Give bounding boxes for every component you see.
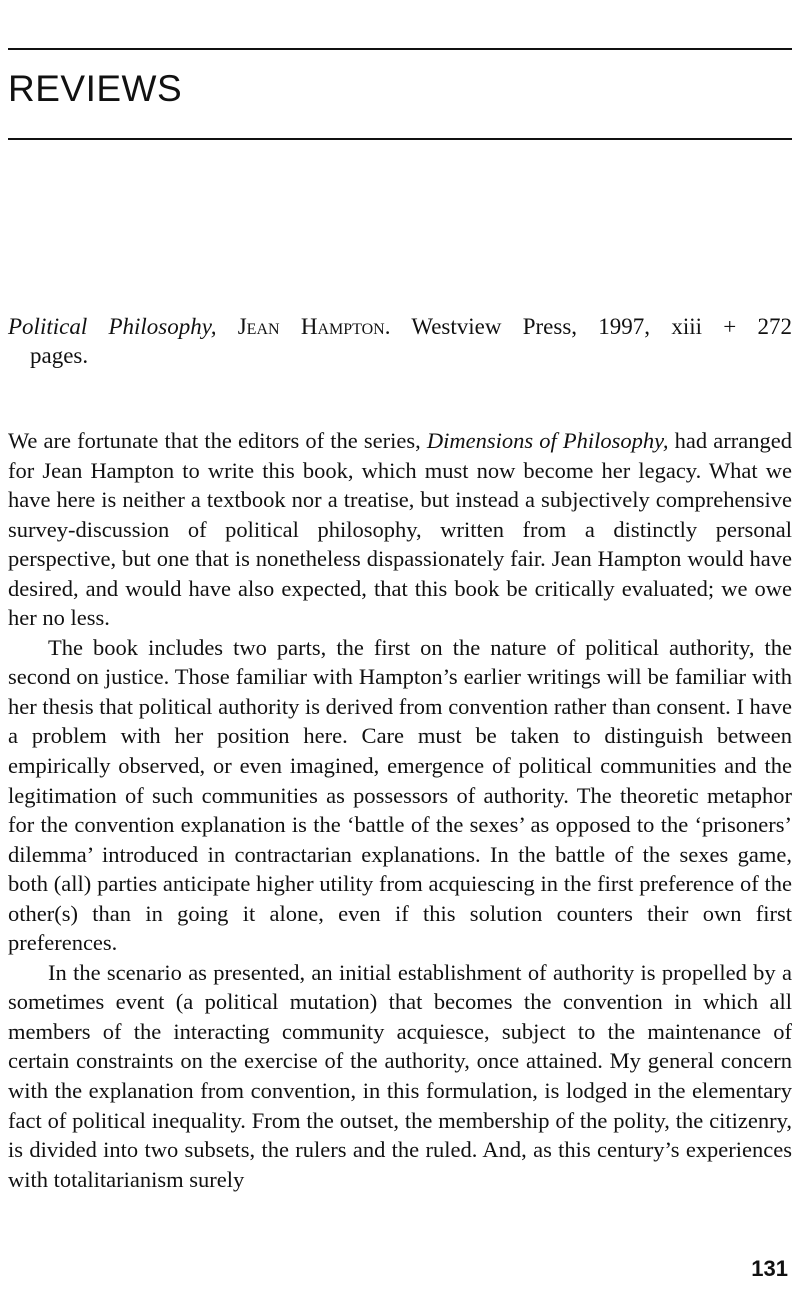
top-rule <box>8 48 792 50</box>
book-citation <box>8 312 792 341</box>
book-author: Jean Hampton <box>237 314 385 339</box>
bottom-rule <box>8 138 792 140</box>
paragraph-2: The book includes two parts, the first on the nature of political authority, the second on justice. Those familiar with Hampton’s earlier writings will be familiar with her thesis that political authority is derived from convention rather than consent. I have a problem with her position here. Care must be taken to distinguish between empirically observed, or even imagined, emergence of political communities and the legitimation of such communities as possessors of authority. The theoretic metaphor for the convention explanation is the ‘battle of the sexes’ as opposed to the ‘prisoners’ dilemma’ introduced in contractarian explanations. In the battle of the sexes game, both (all) parties anticipate higher utility from acquiescing in the first preference of the other(s) than in going it alone, even if this solution counters their own first preferences. <box>8 634 792 956</box>
section-title: REVIEWS <box>8 68 183 109</box>
paragraph-1-start: We are fortunate that the editors of the series, <box>8 428 427 453</box>
citation-pages: pages. <box>30 343 89 368</box>
paragraph-1-rest: had arranged for Jean Hampton to write this book, which must now become her legacy. What we have here is neither a textbook nor a treatise, but instead a subjectively comprehensive survey-discussion of political philosophy, written from a distinctly personal perspective, but one that is nonetheless dispassionately fair. Jean Hampton would have desired, and would have also expected, that this book be critically evaluated; we owe her no less. <box>8 428 793 631</box>
book-title: Political Philosophy, <box>8 314 217 339</box>
paragraph-3: In the scenario as presented, an initial establishment of authority is propelled by a sometimes event (a political mutation) that becomes the convention in which all members of the interacting community acquiesce, subject to the maintenance of certain constraints on the exercise of the authority, once attained. My general concern with the explanation from convention, in this formulation, is lodged in the elementary fact of political inequality. From the outset, the membership of the polity, the citizenry, is divided into two subsets, the rulers and the ruled. And, as this century’s experiences with totalitarianism surely <box>8 959 792 1192</box>
publisher-line: . Westview Press, 1997, xiii + 272 <box>384 314 793 339</box>
series-title: Dimensions of Philosophy, <box>426 428 669 453</box>
page-number: 131 <box>751 1256 788 1281</box>
paragraph-1 <box>8 426 792 633</box>
review-body <box>8 426 792 1194</box>
